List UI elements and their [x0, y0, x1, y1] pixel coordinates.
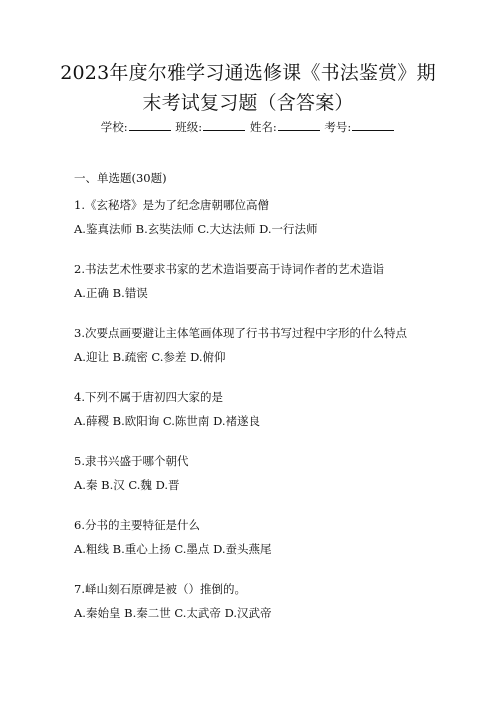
name-label: 姓名:	[249, 120, 277, 134]
exam-number-label: 考号:	[324, 120, 352, 134]
class-label: 班级:	[175, 120, 203, 134]
question-4-options: A.薛稷 B.欧阳询 C.陈世南 D.褚遂良	[74, 414, 261, 428]
title-line-1: 2023年度尔雅学习通选修课《书法鉴赏》期	[60, 62, 436, 84]
question-7-text: 7.峄山刻石原碑是被（）推倒的。	[74, 582, 246, 596]
school-label: 学校:	[100, 120, 128, 134]
question-7-options: A.秦始皇 B.秦二世 C.太武帝 D.汉武帝	[74, 606, 272, 620]
question-5-text: 5.隶书兴盛于哪个朝代	[74, 454, 189, 468]
question-2-text: 2.书法艺术性要求书家的艺术造诣要高于诗词作者的艺术造诣	[74, 262, 384, 276]
question-2-options: A.正确 B.错误	[74, 286, 148, 300]
document-title	[40, 58, 456, 118]
student-info-row	[0, 118, 496, 135]
school-blank[interactable]	[129, 118, 171, 131]
question-1-text: 1.《玄秘塔》是为了纪念唐朝哪位高僧	[74, 198, 269, 212]
question-6-text: 6.分书的主要特征是什么	[74, 518, 200, 532]
question-1-options: A.鉴真法师 B.玄奘法师 C.大达法师 D.一行法师	[74, 222, 318, 236]
question-4-text: 4.下列不属于唐初四大家的是	[74, 390, 223, 404]
question-5-options: A.秦 B.汉 C.魏 D.晋	[74, 478, 180, 492]
question-3-options: A.迎让 B.疏密 C.参差 D.俯仰	[74, 350, 226, 364]
question-6-options: A.粗线 B.重心上扬 C.墨点 D.蚕头燕尾	[74, 542, 272, 556]
exam-number-blank[interactable]	[352, 118, 394, 131]
class-blank[interactable]	[203, 118, 245, 131]
question-3-text: 3.次要点画要避让主体笔画体现了行书书写过程中字形的什么特点	[74, 326, 407, 340]
section-heading: 一、单选题(30题)	[74, 171, 167, 185]
name-blank[interactable]	[278, 118, 320, 131]
title-line-2: 末考试复习题（含答案）	[142, 92, 354, 114]
